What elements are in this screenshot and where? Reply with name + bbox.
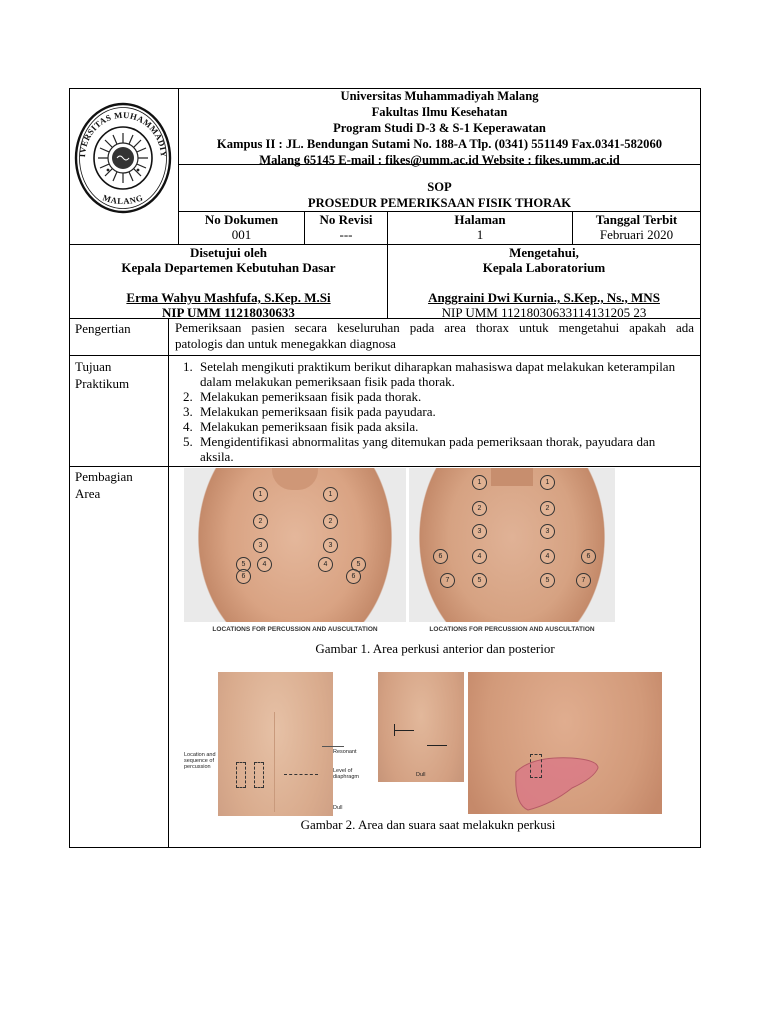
posterior-point-4-left: 4: [472, 549, 487, 564]
contact-line: Malang 65145 E-mail : fikes@umm.ac.id Website : fikes.umm.ac.id: [259, 153, 620, 167]
address-line: Kampus II : JL. Bendungan Sutami No. 188-A Tlp. (0341) 551149 Fax.0341-582060: [216, 137, 663, 151]
anterior-point-1-right: 1: [323, 487, 338, 502]
university-logo: [74, 100, 172, 216]
posterior-point-6-right: 6: [581, 549, 596, 564]
liver-percussion-photo: [468, 672, 662, 814]
doc-number-value: 001: [231, 227, 252, 242]
revision-cell: [305, 212, 387, 242]
definition-line-1: Pemeriksaan pasien secara keseluruhan pada area thorax untuk mengetahui apakah ada: [175, 320, 694, 335]
location-annotation: Location and sequence of percussion: [184, 752, 216, 770]
acknowledger-role: Kepala Laboratorium: [482, 260, 606, 275]
faculty-name: Fakultas Ilmu Kesehatan: [371, 105, 508, 119]
approver-name: Erma Wahyu Mashfufa, S.Kep. M.Si: [126, 290, 331, 305]
anterior-point-5-left: 5: [236, 557, 251, 572]
anterior-point-6-left: 6: [236, 569, 251, 584]
area-label: [75, 468, 133, 502]
posterior-point-4-right: 4: [540, 549, 555, 564]
anterior-point-5-right: 5: [351, 557, 366, 572]
posterior-point-6-left: 6: [433, 549, 448, 564]
page-value: 1: [476, 227, 484, 242]
objective-label: [75, 358, 129, 392]
approval-left: [70, 245, 387, 320]
page-label: Halaman: [454, 212, 506, 227]
anterior-point-2-left: 2: [253, 514, 268, 529]
area-label-line-2: Area: [75, 486, 101, 501]
figure-1-caption: Gambar 1. Area perkusi anterior dan posterior: [315, 641, 555, 656]
posterior-point-3-right: 3: [540, 524, 555, 539]
dull-annotation: Dull: [333, 805, 343, 811]
sop-label: SOP: [427, 180, 452, 194]
diaphragm-excursion-photo: [378, 672, 464, 782]
figure-2-caption: Gambar 2. Area dan suara saat melakukn perkusi: [300, 817, 556, 832]
date-label: Tanggal Terbit: [595, 212, 678, 227]
sop-title: PROSEDUR PEMERIKSAAN FISIK THORAK: [307, 196, 572, 210]
acknowledger-name: Anggraini Dwi Kurnia., S.Kep., Ns., MNS: [428, 290, 660, 305]
resonant-annotation: Resonant: [333, 749, 357, 755]
posterior-point-2-right: 2: [540, 501, 555, 516]
anterior-point-1-left: 1: [253, 487, 268, 502]
definition-label: Pengertian: [75, 321, 131, 336]
doc-number-cell: [179, 212, 304, 242]
objective-label-line-2: Praktikum: [75, 376, 130, 391]
posterior-point-7-left: 7: [440, 573, 455, 588]
sop-title-block: [179, 179, 700, 211]
posterior-back-photo: [409, 468, 615, 638]
logo-bottom-text: MALANG: [101, 192, 145, 207]
approver-nip: NIP UMM 11218030633: [162, 305, 295, 320]
svg-text:MALANG: [102, 192, 145, 206]
dull-annotation-2: Dull: [416, 772, 426, 778]
approver-role: Kepala Departemen Kebutuhan Dasar: [121, 260, 336, 275]
university-name: Universitas Muhammadiyah Malang: [340, 89, 539, 103]
definition-line-2: patologis dan untuk menegakkan diagnosa: [175, 335, 396, 351]
definition-text: [175, 320, 694, 351]
anterior-image-label: LOCATIONS FOR PERCUSSION AND AUSCULTATION: [184, 622, 406, 638]
anterior-point-6-right: 6: [346, 569, 361, 584]
revision-label: No Revisi: [319, 212, 373, 227]
area-label-line-1: Pembagian: [75, 469, 133, 484]
percussion-sequence-photo: [182, 672, 362, 816]
objective-list-wrap: [172, 359, 680, 464]
posterior-point-2-left: 2: [472, 501, 487, 516]
posterior-point-3-left: 3: [472, 524, 487, 539]
program-name: Program Studi D-3 & S-1 Keperawatan: [333, 121, 546, 135]
posterior-point-1-left: 1: [472, 475, 487, 490]
objective-item: 1. Setelah mengikuti praktikum berikut diharapkan mahasiswa dapat melakukan keterampilan dalam melakukan pemeriksaan fisik pada thorak.: [196, 359, 680, 389]
objective-label-line-1: Tujuan: [75, 359, 112, 374]
objective-item: 5. Mengidentifikasi abnormalitas yang ditemukan pada pemeriksaan thorak, payudara dan aksila.: [196, 434, 680, 464]
objective-item: 4. Melakukan pemeriksaan fisik pada aksila.: [196, 419, 680, 434]
posterior-image-label: LOCATIONS FOR PERCUSSION AND AUSCULTATION: [409, 622, 615, 638]
date-cell: [573, 212, 700, 242]
anterior-point-4-left: 4: [257, 557, 272, 572]
liver-icon: [512, 754, 602, 814]
anterior-point-3-left: 3: [253, 538, 268, 553]
anterior-point-4-right: 4: [318, 557, 333, 572]
acknowledger-nip: NIP UMM 11218030633114131205 23: [441, 305, 647, 320]
approved-by-heading: Disetujui oleh: [190, 245, 267, 260]
diaphragm-annotation: Level of diaphragm: [333, 768, 359, 780]
anterior-chest-photo: [184, 468, 406, 638]
anterior-point-3-right: 3: [323, 538, 338, 553]
anterior-point-2-right: 2: [323, 514, 338, 529]
posterior-point-5-left: 5: [472, 573, 487, 588]
institution-header: [179, 88, 700, 167]
posterior-point-7-right: 7: [576, 573, 591, 588]
revision-value: ---: [339, 227, 353, 242]
posterior-point-5-right: 5: [540, 573, 555, 588]
acknowledged-by-heading: Mengetahui,: [509, 245, 579, 260]
page-cell: [388, 212, 572, 242]
posterior-point-1-right: 1: [540, 475, 555, 490]
objective-item: 2. Melakukan pemeriksaan fisik pada thorak.: [196, 389, 680, 404]
sun-emblem-icon: [98, 133, 148, 183]
date-value: Februari 2020: [599, 227, 674, 242]
logo-top-text: IVERSITAS MUHAMMADIY: [76, 109, 170, 158]
approval-right: [388, 245, 700, 320]
doc-number-label: No Dokumen: [204, 212, 279, 227]
objective-list: [172, 359, 680, 464]
objective-item: 3. Melakukan pemeriksaan fisik pada payudara.: [196, 404, 680, 419]
